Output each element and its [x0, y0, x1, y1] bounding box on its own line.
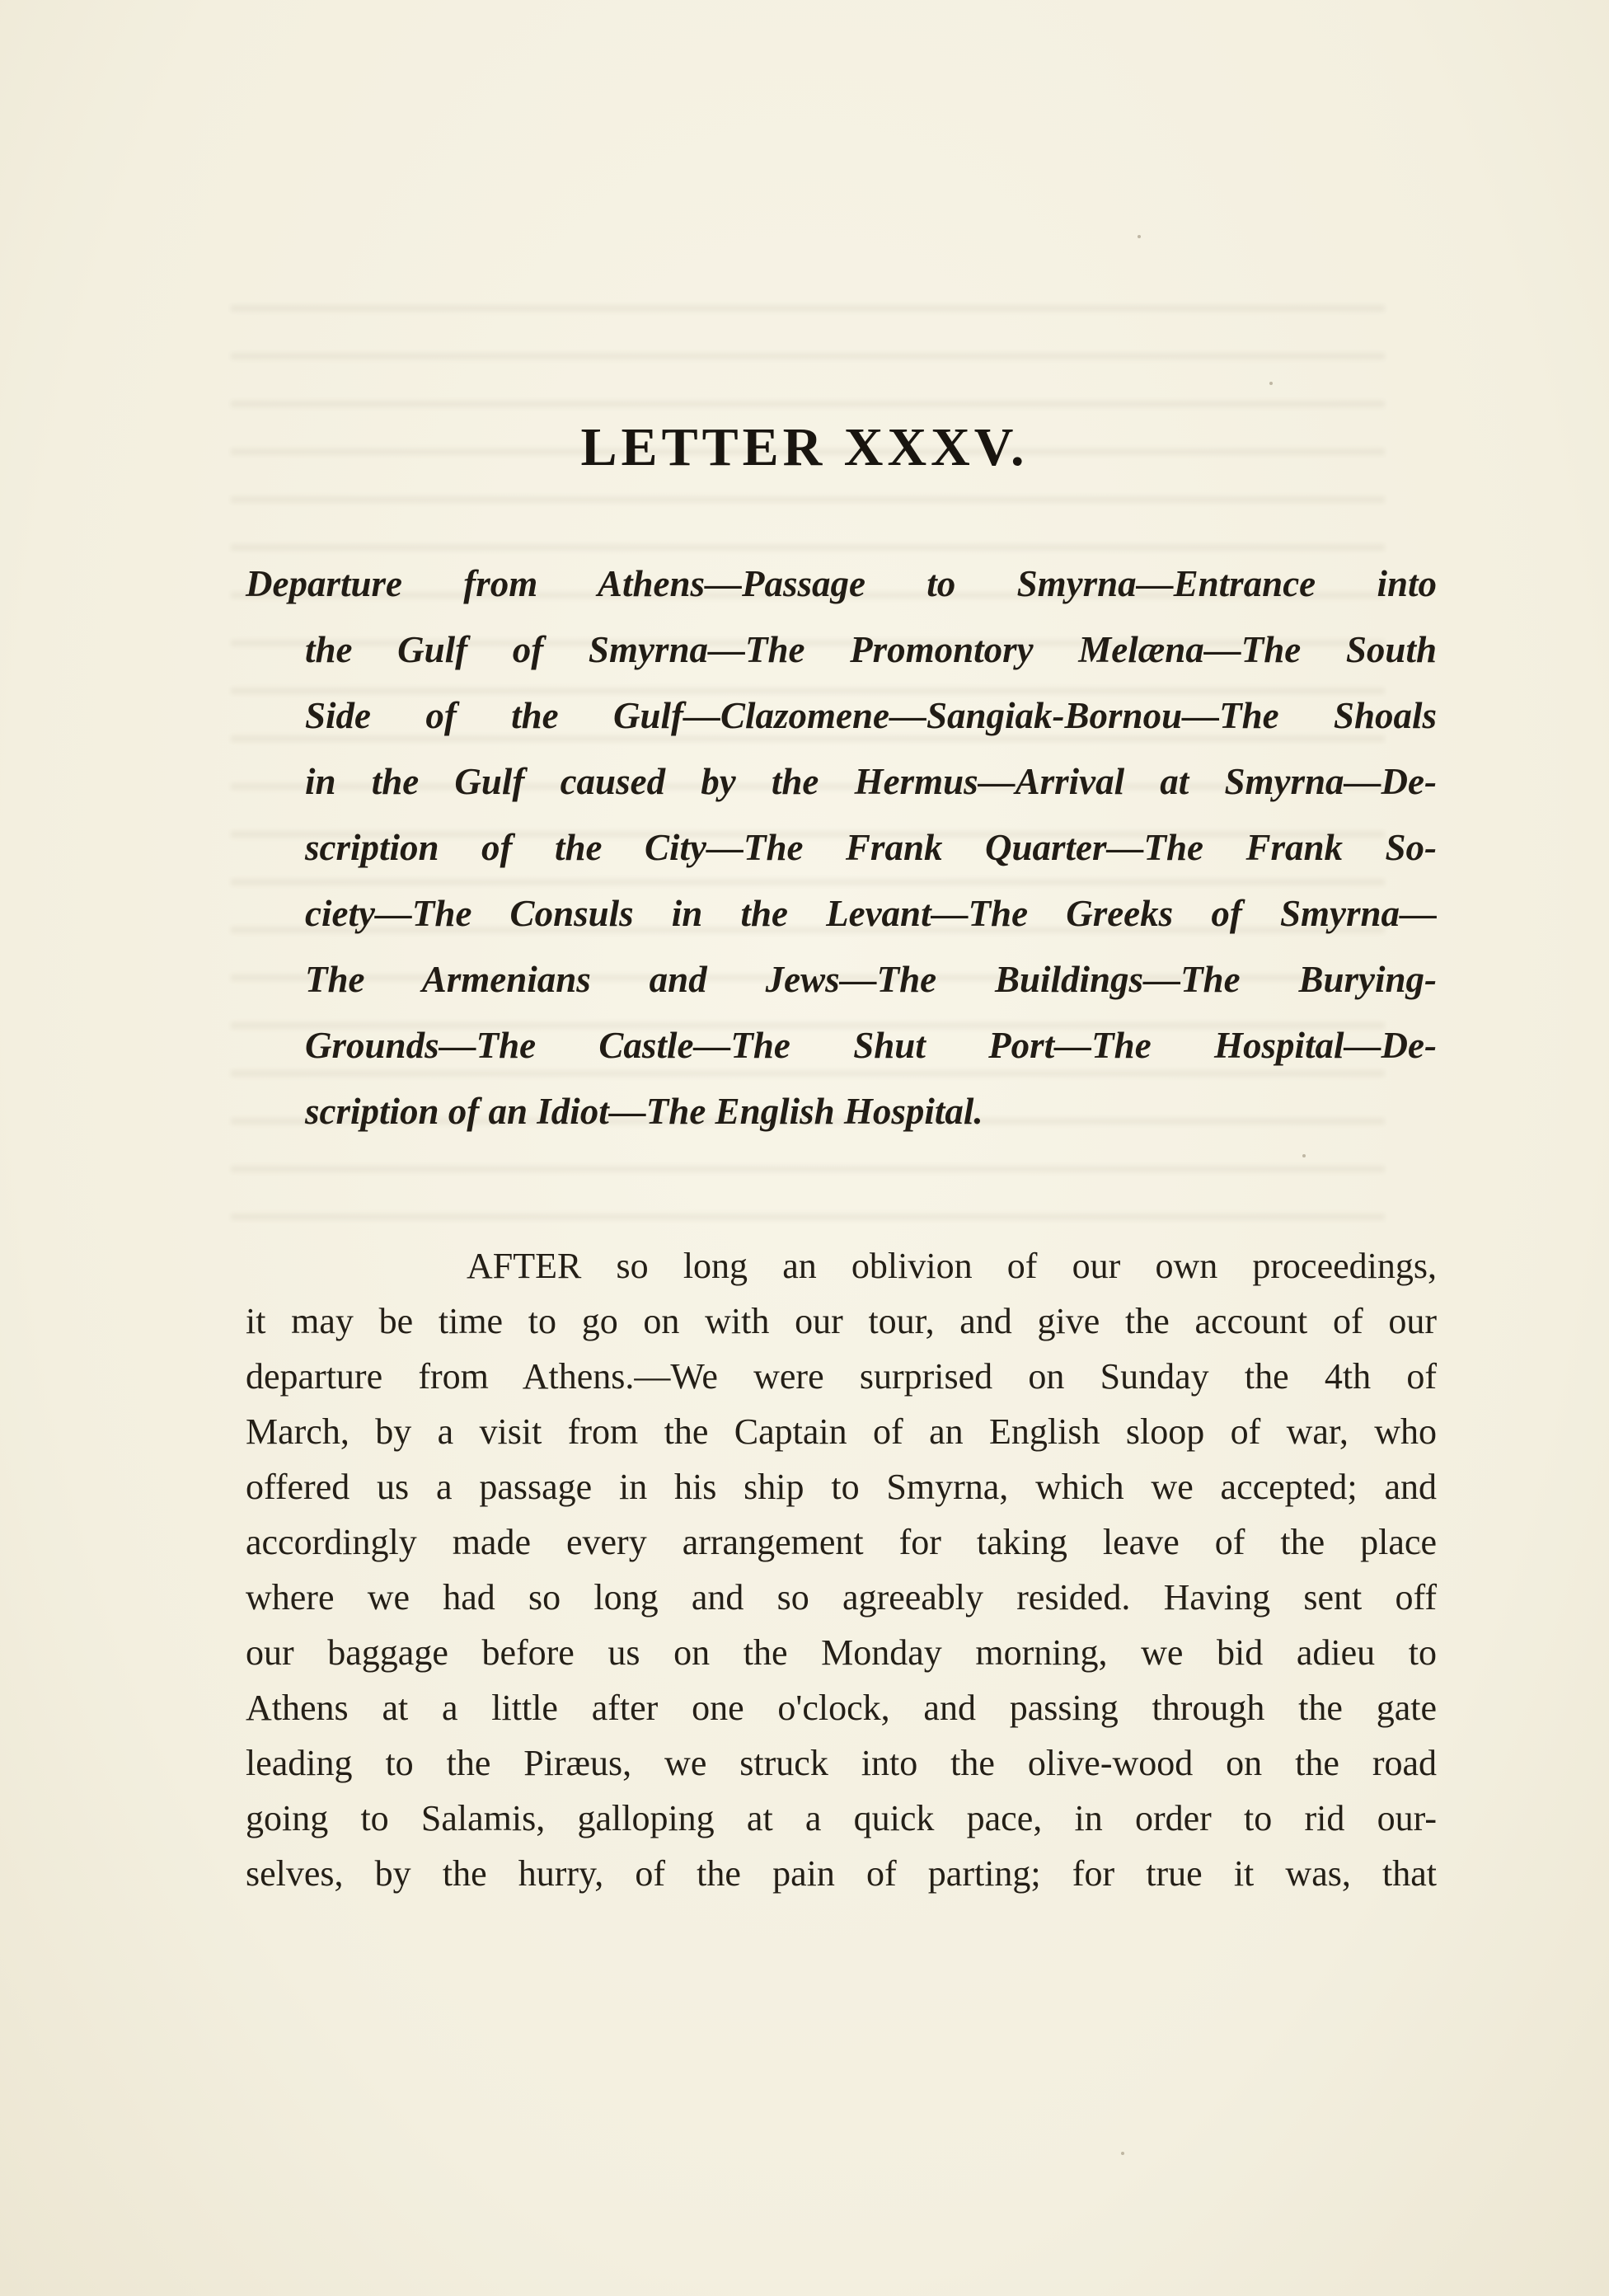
body-line: it may be time to go on with our tour, and give the account of our: [246, 1301, 1437, 1341]
summary-line: Side of the Gulf—Clazomene—Sangiak-Bornou—The Shoals: [305, 695, 1437, 736]
summary-line: scription of the City—The Frank Quarter—The Frank So-: [305, 827, 1437, 868]
body-line: AFTER so long an oblivion of our own proceedings,: [467, 1246, 1437, 1286]
body-line: Athens at a little after one o'clock, and passing through the gate: [246, 1688, 1437, 1728]
summary-line: scription of an Idiot—The English Hospital.: [305, 1091, 983, 1132]
paper-speck: [1269, 382, 1273, 385]
body-line: accordingly made every arrangement for taking leave of the place: [246, 1522, 1437, 1562]
summary-line: Grounds—The Castle—The Shut Port—The Hospital—De-: [305, 1025, 1437, 1066]
letter-title: LETTER XXXV.: [580, 417, 1029, 477]
body-line: departure from Athens.—We were surprised on Sunday the 4th of: [246, 1356, 1437, 1397]
body-paragraph: [246, 1238, 1437, 1901]
chapter-summary: [246, 551, 1437, 1144]
body-line: where we had so long and so agreeably resided. Having sent off: [246, 1577, 1437, 1618]
body-line: selves, by the hurry, of the pain of parting; for true it was, that: [246, 1853, 1437, 1894]
paper-speck: [1121, 2152, 1124, 2155]
paper-speck: [1302, 1154, 1306, 1157]
summary-line: the Gulf of Smyrna—The Promontory Melæna—The South: [305, 629, 1437, 670]
summary-line: Departure from Athens—Passage to Smyrna—Entrance into: [246, 563, 1437, 604]
body-line: going to Salamis, galloping at a quick pace, in order to rid our-: [246, 1798, 1437, 1838]
summary-line: ciety—The Consuls in the Levant—The Greeks of Smyrna—: [305, 893, 1437, 934]
summary-line: The Armenians and Jews—The Buildings—The Burying-: [305, 959, 1437, 1000]
body-line: March, by a visit from the Captain of an English sloop of war, who: [246, 1411, 1437, 1452]
summary-line: in the Gulf caused by the Hermus—Arrival at Smyrna—De-: [305, 761, 1437, 802]
body-line: offered us a passage in his ship to Smyrna, which we accepted; and: [246, 1467, 1437, 1507]
paper-speck: [1138, 235, 1141, 238]
body-line: our baggage before us on the Monday morning, we bid adieu to: [246, 1632, 1437, 1673]
body-line: leading to the Piræus, we struck into the olive-wood on the road: [246, 1743, 1437, 1783]
